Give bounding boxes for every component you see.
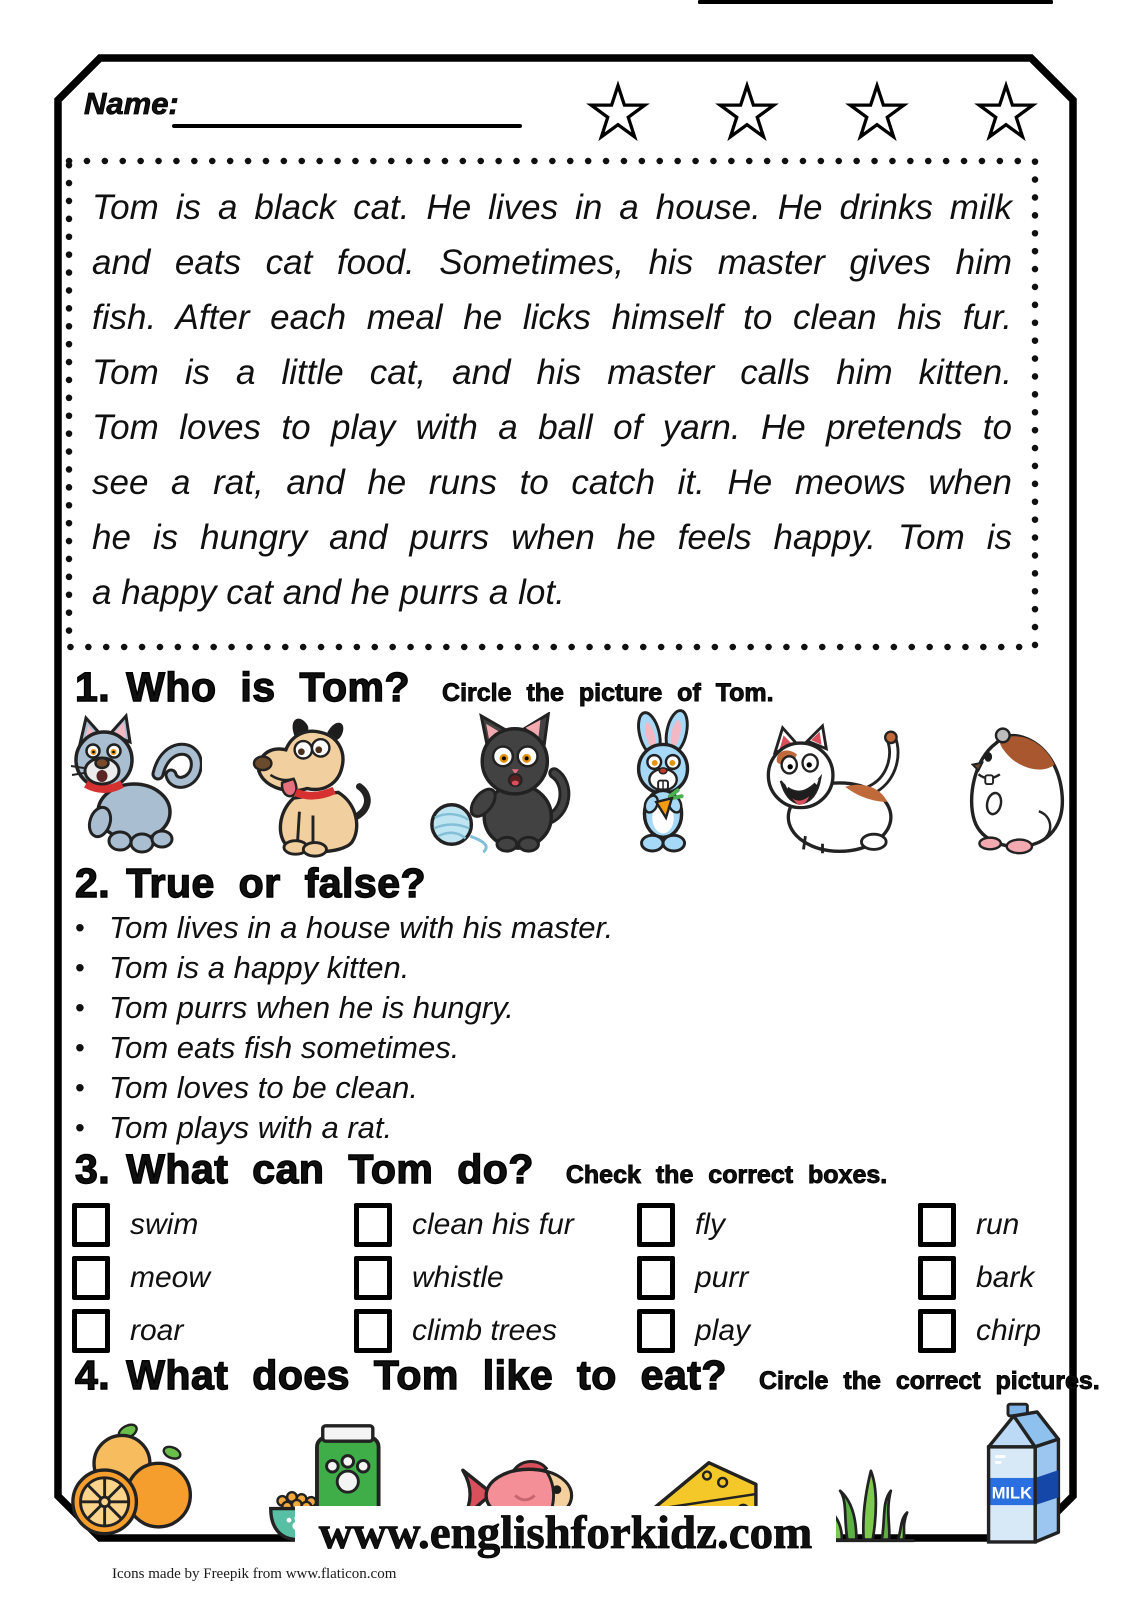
checkbox-label: fly xyxy=(695,1207,725,1241)
checkbox-row xyxy=(637,1198,750,1251)
bullet: • xyxy=(75,1032,85,1063)
statement-text: Tom lives in a house with his master. xyxy=(109,910,614,945)
true-false-statements xyxy=(75,908,613,1148)
question-title: What can Tom do? xyxy=(126,1146,534,1192)
checkbox-row xyxy=(918,1304,1041,1357)
bullet: • xyxy=(75,1072,85,1103)
checkbox-row xyxy=(637,1304,750,1357)
statement-text: Tom eats fish sometimes. xyxy=(109,1030,460,1065)
checkbox-row xyxy=(637,1251,750,1304)
checkbox-label: whistle xyxy=(412,1260,504,1294)
bullet: • xyxy=(75,912,85,943)
checkbox[interactable] xyxy=(637,1203,675,1247)
black-cat-icon xyxy=(422,712,575,860)
question-instruction: Circle the picture of Tom. xyxy=(442,679,774,707)
checkbox-row xyxy=(354,1304,574,1357)
checkbox-label: bark xyxy=(976,1260,1035,1294)
passage-line: he is hungry and purrs when he feels happy. Tom is xyxy=(92,518,1012,557)
answer-line[interactable] xyxy=(698,0,1053,4)
checkbox-row xyxy=(918,1198,1041,1251)
question-number: 2. xyxy=(75,860,111,906)
passage-line: fish. After each meal he licks himself to clean his fur. xyxy=(92,298,1012,337)
checkbox-label: run xyxy=(976,1207,1020,1241)
animal-options-row xyxy=(62,704,1072,860)
statement-text: Tom plays with a rat. xyxy=(109,1110,393,1145)
statement xyxy=(75,1108,613,1148)
question-title: Who is Tom? xyxy=(126,664,411,710)
icon-credits: Icons made by Freepik from www.flaticon.com xyxy=(112,1566,397,1582)
checkbox-column xyxy=(918,1198,1041,1357)
question-4-heading xyxy=(75,1352,1100,1399)
dog-icon xyxy=(249,715,375,860)
bullet: • xyxy=(75,1112,85,1143)
checkbox[interactable] xyxy=(918,1309,956,1353)
checkbox-column xyxy=(637,1198,750,1357)
name-label: Name: xyxy=(84,86,179,121)
question-title: What does Tom like to eat? xyxy=(126,1352,727,1398)
option-white-cat[interactable] xyxy=(756,722,908,860)
passage-line: a happy cat and he purrs a lot. xyxy=(92,573,565,612)
checkbox-label: swim xyxy=(130,1207,199,1241)
question-number: 4. xyxy=(75,1352,111,1398)
checkbox[interactable] xyxy=(354,1309,392,1353)
checkbox-label: climb trees xyxy=(412,1313,558,1347)
stars-row xyxy=(586,80,1038,144)
option-rabbit[interactable] xyxy=(621,708,709,860)
option-dog[interactable] xyxy=(249,715,375,860)
question-instruction: Circle the correct pictures. xyxy=(758,1367,1100,1395)
rabbit-icon xyxy=(621,708,709,860)
website-text: www.englishforkidz.com xyxy=(295,1506,837,1560)
passage-line: see a rat, and he runs to catch it. He meows when xyxy=(92,463,1012,502)
checkbox-label: roar xyxy=(130,1313,184,1347)
statement xyxy=(75,1028,613,1068)
question-instruction: Check the correct boxes. xyxy=(565,1161,888,1189)
star-icon xyxy=(845,80,909,144)
option-black-cat[interactable] xyxy=(422,712,575,860)
passage-box xyxy=(64,156,1040,652)
checkbox-label: chirp xyxy=(976,1313,1042,1347)
checkbox[interactable] xyxy=(354,1256,392,1300)
white-cat-icon xyxy=(756,722,908,860)
checkbox-label: purr xyxy=(695,1260,749,1294)
statement xyxy=(75,1068,613,1108)
checkbox-label: play xyxy=(695,1313,751,1347)
passage-line: Tom loves to play with a ball of yarn. He pretends to xyxy=(92,408,1012,447)
option-hamster[interactable] xyxy=(955,714,1072,860)
name-input-line[interactable] xyxy=(172,124,522,128)
star-icon xyxy=(974,80,1038,144)
milk-label: MILK xyxy=(991,1484,1032,1503)
statement-text: Tom is a happy kitten. xyxy=(109,950,410,985)
checkbox-row xyxy=(918,1251,1041,1304)
checkbox[interactable] xyxy=(918,1256,956,1300)
question-2-heading xyxy=(75,860,426,907)
question-3-heading xyxy=(75,1146,887,1193)
statement-text: Tom purrs when he is hungry. xyxy=(109,990,514,1025)
footer-website xyxy=(0,1506,1131,1560)
checkbox-column xyxy=(354,1198,574,1357)
checkbox-row xyxy=(72,1251,210,1304)
checkbox[interactable] xyxy=(72,1309,110,1353)
checkbox[interactable] xyxy=(72,1203,110,1247)
checkbox[interactable] xyxy=(354,1203,392,1247)
checkbox-row xyxy=(354,1198,574,1251)
checkbox[interactable] xyxy=(72,1256,110,1300)
hamster-icon xyxy=(955,714,1072,860)
checkbox[interactable] xyxy=(637,1256,675,1300)
statement-text: Tom loves to be clean. xyxy=(109,1070,419,1105)
checkbox-row xyxy=(72,1198,210,1251)
reading-passage xyxy=(64,156,1040,620)
checkbox-label: meow xyxy=(130,1260,211,1294)
statement xyxy=(75,908,613,948)
checkbox-column xyxy=(72,1198,210,1357)
checkbox-row xyxy=(354,1251,574,1304)
passage-line: Tom is a black cat. He lives in a house. He drinks milk xyxy=(92,188,1012,227)
passage-line: and eats cat food. Sometimes, his master gives him xyxy=(92,243,1012,282)
option-grey-cat[interactable] xyxy=(62,710,202,860)
star-icon xyxy=(715,80,779,144)
passage-line: Tom is a little cat, and his master calls him kitten. xyxy=(92,353,1012,392)
bullet: • xyxy=(75,992,85,1023)
checkbox[interactable] xyxy=(918,1203,956,1247)
grey-cat-icon xyxy=(62,710,202,860)
star-icon xyxy=(586,80,650,144)
checkbox-label: clean his fur xyxy=(412,1207,574,1241)
question-number: 3. xyxy=(75,1146,111,1192)
bullet: • xyxy=(75,952,85,983)
statement xyxy=(75,988,613,1028)
checkbox-row xyxy=(72,1304,210,1357)
question-title: True or false? xyxy=(126,860,427,906)
statement xyxy=(75,948,613,988)
question-number: 1. xyxy=(75,664,111,710)
checkbox[interactable] xyxy=(637,1309,675,1353)
